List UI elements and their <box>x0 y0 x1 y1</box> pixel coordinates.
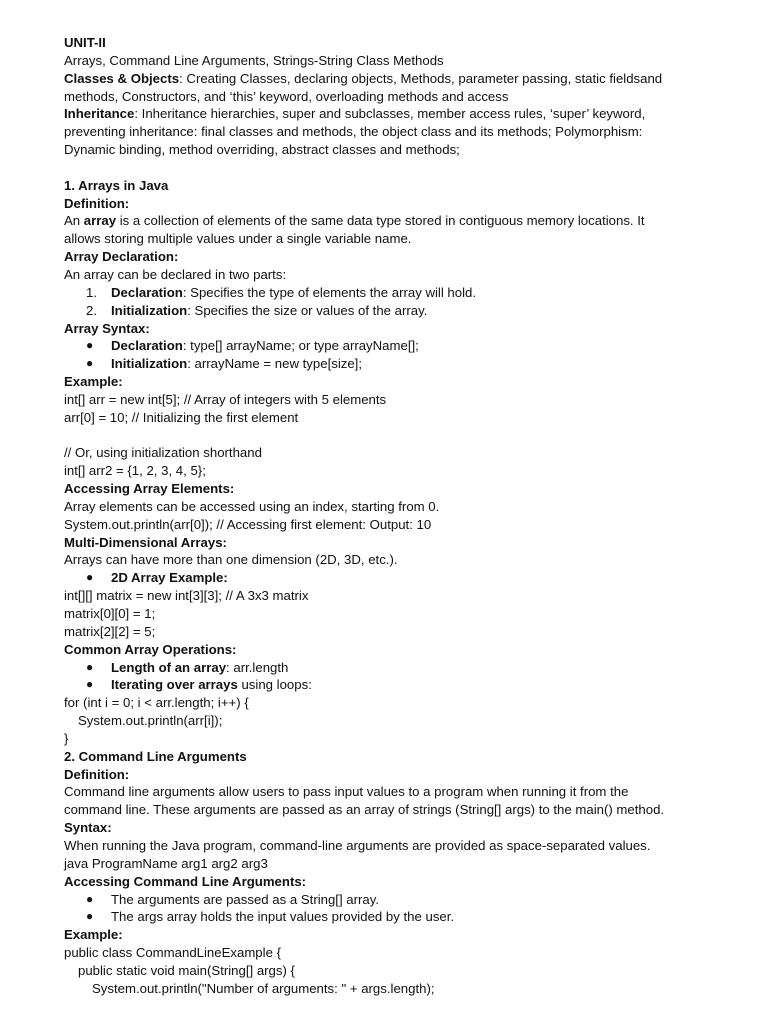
arrays-definition-line-1 <box>64 212 724 230</box>
code-line: int[][] matrix = new int[3][3]; // A 3x3 matrix <box>64 588 309 604</box>
item-number: 2. <box>86 302 97 318</box>
cmd-access-heading: Accessing Command Line Arguments: <box>64 873 307 889</box>
item-label: Initialization <box>111 356 188 372</box>
arrays-definition-heading: Definition: <box>64 195 130 211</box>
bullet-item <box>64 569 724 587</box>
inheritance-label: Inheritance <box>64 106 135 122</box>
unit-classes-line-2: methods, Constructors, and ‘this’ keyword, overloading methods and access <box>64 88 509 104</box>
bullet-item <box>64 659 724 677</box>
code-line: System.out.println("Number of arguments: " + args.length); <box>92 980 435 996</box>
classes-label: Classes & Objects <box>64 70 180 86</box>
bullet-item <box>64 908 724 926</box>
code-line: } <box>64 730 69 746</box>
code-line: java ProgramName arg1 arg2 arg3 <box>64 855 268 871</box>
bullet-icon: ● <box>86 677 94 692</box>
multi-dimensional-text: Arrays can have more than one dimension (2D, 3D, etc.). <box>64 552 398 568</box>
cmd-example-heading: Example: <box>64 927 123 943</box>
arrays-definition-line-2: allows storing multiple values under a single variable name. <box>64 231 412 247</box>
item-text: : Specifies the size or values of the array. <box>187 302 428 318</box>
item-label: 2D Array Example: <box>111 570 228 586</box>
document-page <box>64 34 724 998</box>
item-label: Iterating over arrays <box>111 677 238 693</box>
cmd-definition-line-1: Command line arguments allow users to pass input values to a program when running it from the <box>64 784 629 800</box>
item-text: using loops: <box>237 677 312 693</box>
array-declaration-heading: Array Declaration: <box>64 249 179 265</box>
item-label: Declaration <box>111 338 183 354</box>
unit-topics: Arrays, Command Line Arguments, Strings-String Class Methods <box>64 52 444 68</box>
bullet-item <box>64 355 724 373</box>
code-line: int[] arr2 = {1, 2, 3, 4, 5}; <box>64 463 206 479</box>
item-text: The args array holds the input values provided by the user. <box>111 909 455 925</box>
cmd-definition-line-2: command line. These arguments are passed as an array of strings (String[] args) to the main() method. <box>64 802 665 818</box>
array-syntax-heading: Array Syntax: <box>64 320 150 336</box>
item-text: : arrayName = new type[size]; <box>187 356 363 372</box>
unit-inheritance-line-2: preventing inheritance: final classes and methods, the object class and its methods; Polymorphism: <box>64 124 643 140</box>
item-text: : arr.length <box>226 659 289 675</box>
classes-text-1: : Creating Classes, declaring objects, Methods, parameter passing, static fieldsand <box>179 70 663 86</box>
bullet-icon: ● <box>86 356 94 371</box>
inheritance-text-1: : Inheritance hierarchies, super and subclasses, member access rules, ‘super’ keyword, <box>134 106 646 122</box>
item-text: : Specifies the type of elements the array will hold. <box>182 284 477 300</box>
code-line: System.out.println(arr[i]); <box>78 713 223 729</box>
item-number: 1. <box>86 284 97 300</box>
def-post: is a collection of elements of the same data type stored in contiguous memory locations. It <box>116 213 645 229</box>
bullet-item <box>64 337 724 355</box>
cmd-definition-heading: Definition: <box>64 766 130 782</box>
section-heading-command-line: 2. Command Line Arguments <box>64 748 247 764</box>
example-heading: Example: <box>64 374 123 390</box>
def-array-term: array <box>83 213 117 229</box>
item-label: Initialization <box>111 302 188 318</box>
item-label: Declaration <box>111 284 183 300</box>
numbered-item <box>64 302 724 320</box>
item-text: The arguments are passed as a String[] array. <box>111 891 380 907</box>
bullet-icon: ● <box>86 891 94 906</box>
unit-inheritance-line-1 <box>64 105 724 123</box>
unit-title: UNIT-II <box>64 35 106 50</box>
code-line: int[] arr = new int[5]; // Array of integers with 5 elements <box>64 391 387 407</box>
bullet-icon: ● <box>86 338 94 353</box>
bullet-item <box>64 676 724 694</box>
item-text: : type[] arrayName; or type arrayName[]; <box>182 338 419 354</box>
unit-classes-line-1 <box>64 70 724 88</box>
code-line: matrix[0][0] = 1; <box>64 606 156 621</box>
cmd-syntax-text: When running the Java program, command-line arguments are provided as space-separated values. <box>64 837 651 853</box>
code-line: public class CommandLineExample { <box>64 945 281 961</box>
def-pre: An <box>64 213 84 229</box>
code-line: arr[0] = 10; // Initializing the first element <box>64 409 299 425</box>
bullet-icon: ● <box>86 659 94 674</box>
bullet-icon: ● <box>86 909 94 924</box>
code-line <box>64 427 724 445</box>
code-line: public static void main(String[] args) { <box>78 962 295 978</box>
multi-dimensional-heading: Multi-Dimensional Arrays: <box>64 534 227 550</box>
bullet-item <box>64 891 724 909</box>
numbered-item <box>64 284 724 302</box>
array-operations-heading: Common Array Operations: <box>64 641 237 657</box>
array-declaration-intro: An array can be declared in two parts: <box>64 266 287 282</box>
bullet-icon: ● <box>86 570 94 585</box>
section-heading-arrays: 1. Arrays in Java <box>64 177 169 193</box>
item-label: Length of an array <box>111 659 227 675</box>
code-line: matrix[2][2] = 5; <box>64 623 156 639</box>
cmd-syntax-heading: Syntax: <box>64 820 112 836</box>
accessing-elements-heading: Accessing Array Elements: <box>64 481 235 497</box>
unit-inheritance-line-3: Dynamic binding, method overriding, abstract classes and methods; <box>64 142 460 158</box>
code-line: System.out.println(arr[0]); // Accessing first element: Output: 10 <box>64 516 432 532</box>
code-line: // Or, using initialization shorthand <box>64 445 262 461</box>
accessing-elements-text: Array elements can be accessed using an index, starting from 0. <box>64 498 440 514</box>
code-line: for (int i = 0; i < arr.length; i++) { <box>64 695 249 711</box>
blank-line <box>64 159 724 177</box>
